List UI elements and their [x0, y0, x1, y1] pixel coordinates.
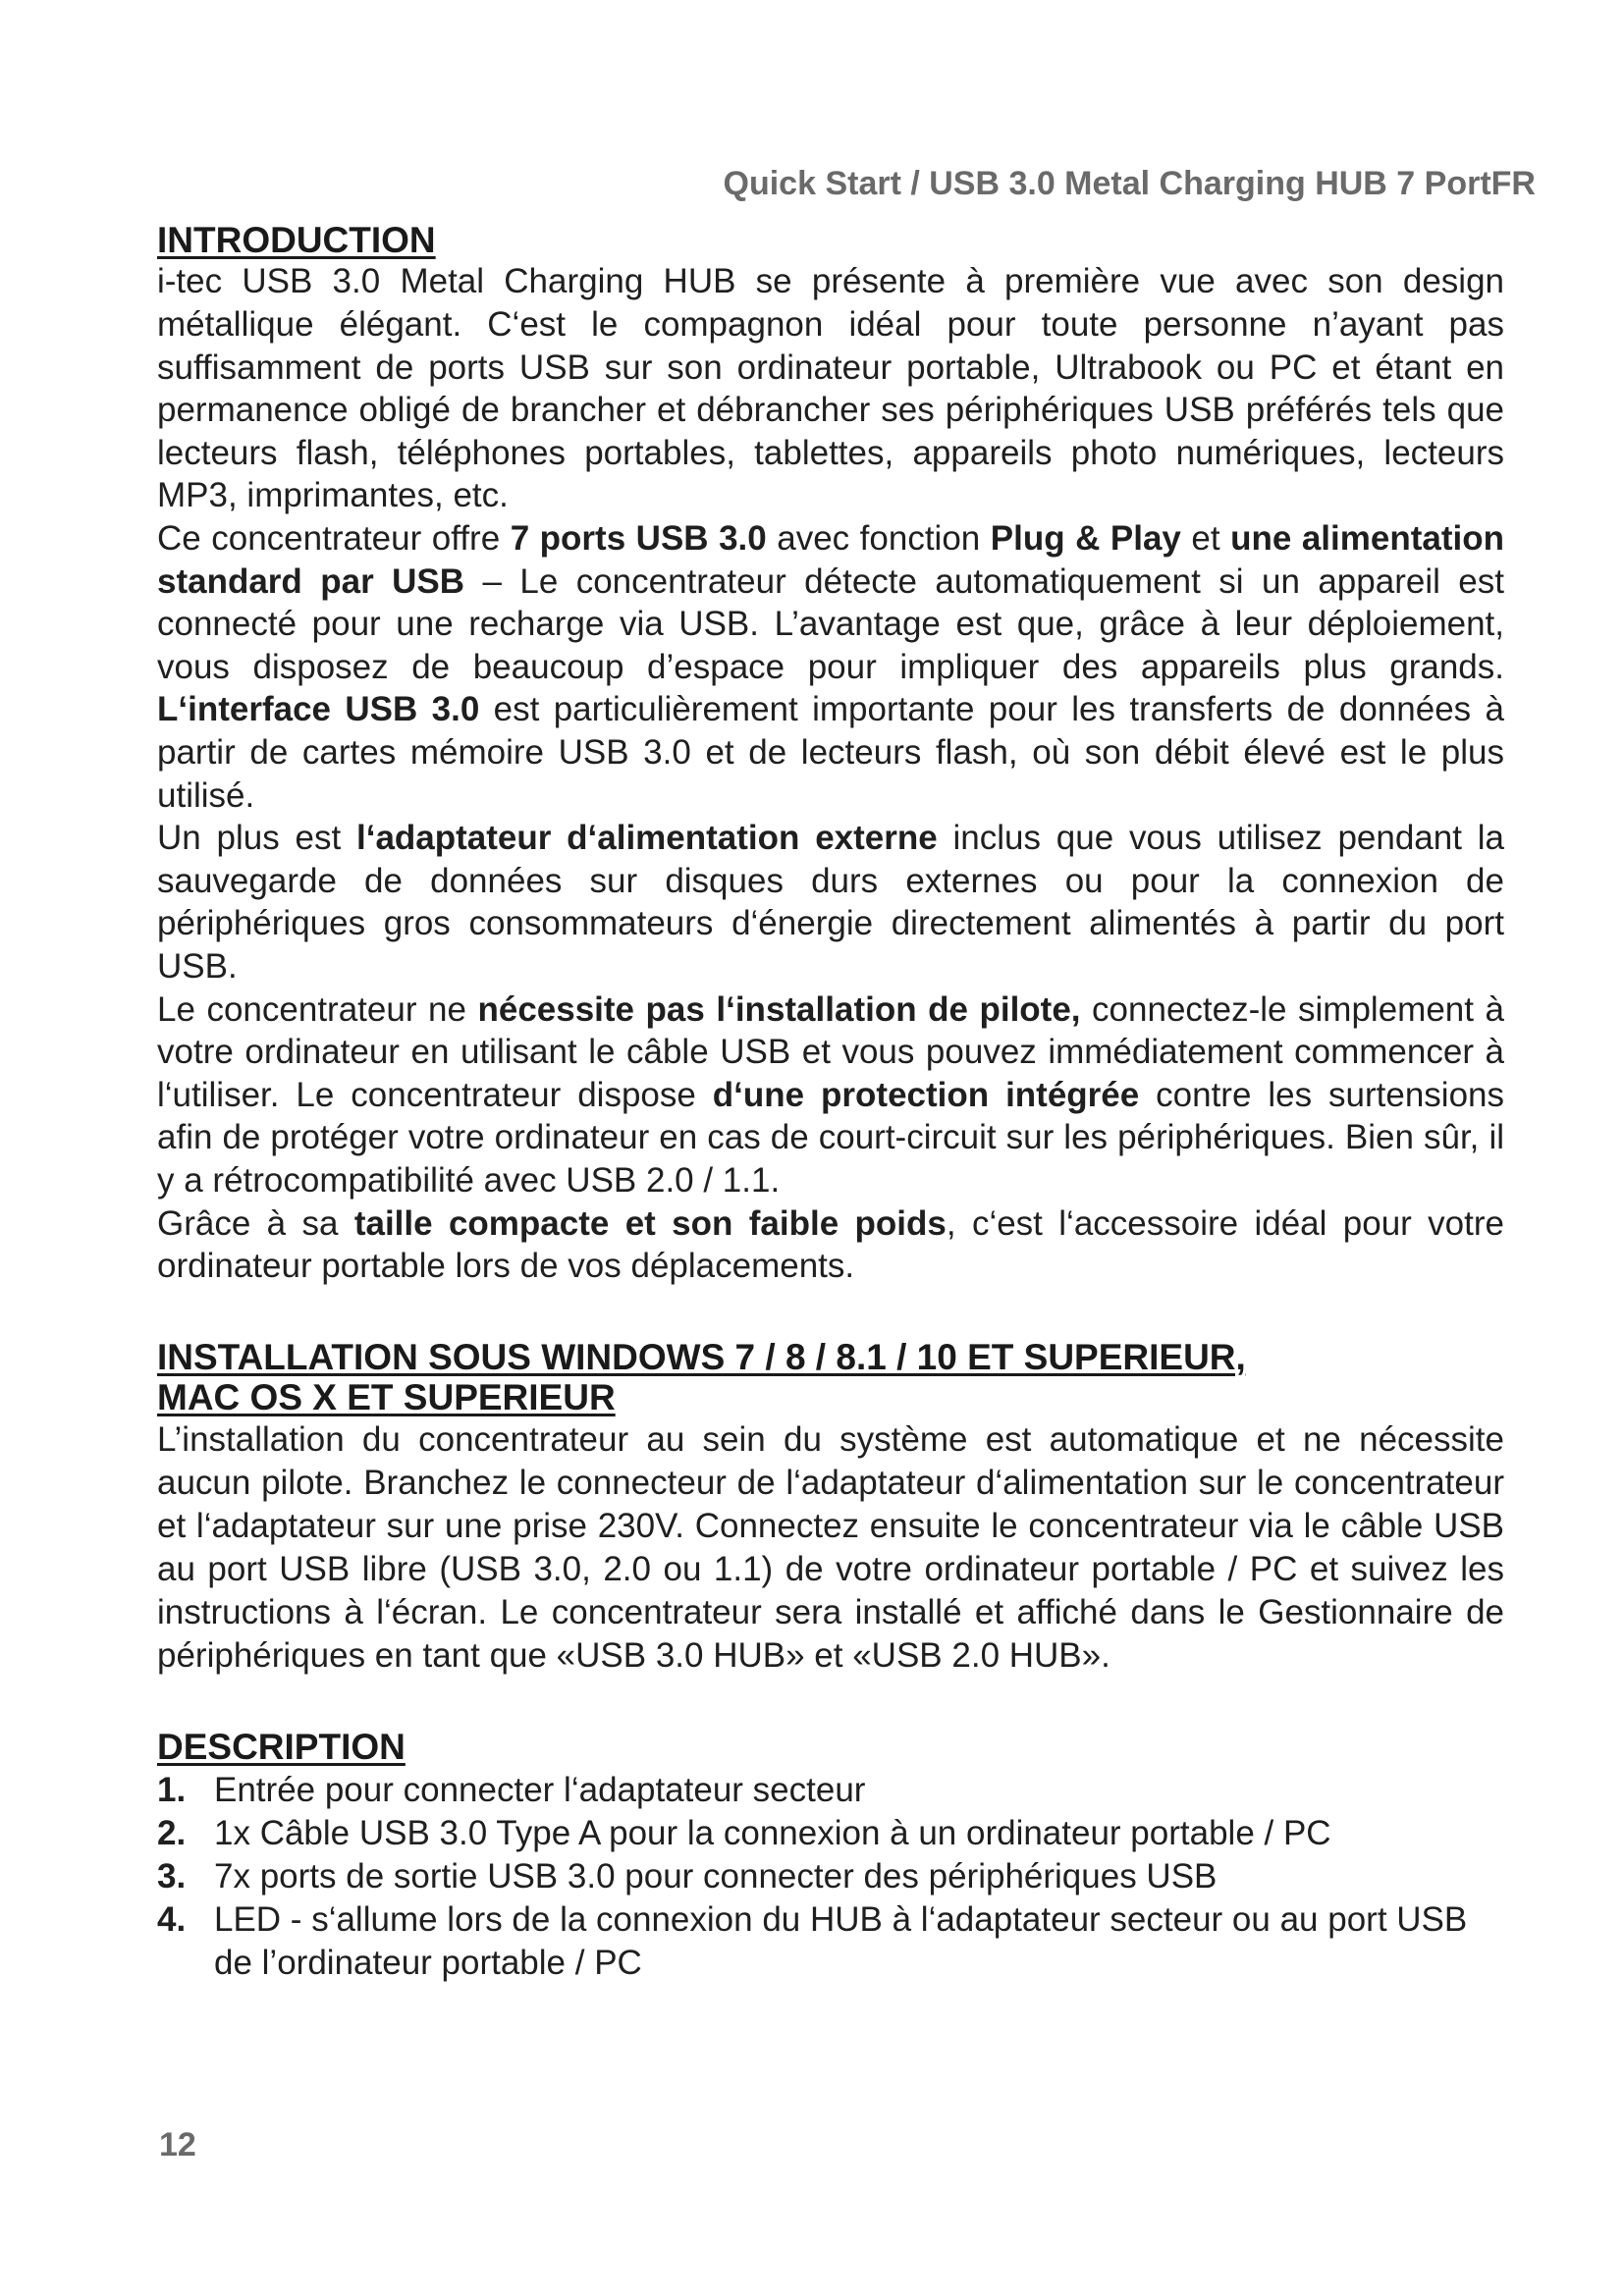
description-section: [157, 1727, 1504, 1985]
text-run: – Le concentrateur détecte automatiquement si un appareil est connecté pour une recharge via USB. L’avantage est que, grâce à leur déploiement, vous disposez de beaucoup d’espace pour impliquer des appareils plus grands.: [157, 561, 1504, 686]
description-list: [157, 1769, 1504, 1985]
text-run: Ce concentrateur offre: [157, 519, 511, 558]
installation-heading-line-1: INSTALLATION SOUS WINDOWS 7 / 8 / 8.1 / 10 ET SUPERIEUR,: [157, 1336, 1246, 1377]
bold-run: Plug & Play: [990, 519, 1181, 558]
installation-paragraph: L’installation du concentrateur au sein du système est automatique et ne nécessite aucun pilote. Branchez le connecteur de l‘adaptateur d‘alimentation sur le concentrateur et l‘adaptateur sur une prise 230V. Connectez ensuite le concentrateur via le câble USB au port USB libre (USB 3.0, 2.0 ou 1.1) de votre ordinateur portable / PC et suivez les instructions à l‘écran. Le concentrateur sera installé et affiché dans le Gestionnaire de périphériques en tant que «USB 3.0 HUB» et «USB 2.0 HUB».: [157, 1419, 1504, 1675]
installation-heading-line-2: MAC OS X ET SUPERIEUR: [157, 1377, 616, 1418]
text-run: contre les surtensions afin de protéger votre ordinateur en cas de court-circuit sur les périphériques. Bien sûr, il y a rétrocompatibilité avec USB 2.0 / 1.1.: [157, 1075, 1504, 1200]
list-item-text: 1x Câble USB 3.0 Type A pour la connexion à un ordinateur portable / PC: [214, 1814, 1331, 1852]
text-run: Le concentrateur ne: [157, 989, 478, 1029]
list-item-number: 2.: [157, 1814, 187, 1852]
intro-paragraph-2: [157, 517, 1504, 817]
bold-run: L‘interface USB 3.0: [157, 690, 480, 729]
intro-paragraph-1: i-tec USB 3.0 Metal Charging HUB se présente à première vue avec son design métallique élégant. C‘est le compagnon idéal pour toute personne n’ayant pas suffisamment de ports USB sur son ordinateur portable, Ultrabook ou PC et étant en permanence obligé de brancher et débrancher ses périphériques USB préférés tels que lecteurs flash, téléphones portables, tablettes, appareils photo numériques, lecteurs MP3, imprimantes, etc.: [157, 262, 1504, 515]
list-item: [157, 1769, 1504, 1812]
installation-section: [157, 1337, 1504, 1678]
description-heading: DESCRIPTION: [157, 1726, 406, 1767]
page-number: 12: [159, 2126, 196, 2163]
introduction-heading: INTRODUCTION: [157, 220, 436, 260]
text-run: , c‘est l‘accessoire idéal pour votre ordinateur portable lors de vos déplacements.: [157, 1203, 1504, 1286]
list-item-number: 1.: [157, 1771, 187, 1809]
list-item-number: 3.: [157, 1857, 187, 1896]
list-item: [157, 1855, 1504, 1898]
list-item: [157, 1812, 1504, 1855]
list-item-number: 4.: [157, 1900, 187, 1939]
bold-run: d‘une protection intégrée: [712, 1075, 1140, 1114]
bold-run: nécessite pas l‘installation de pilote,: [477, 989, 1081, 1029]
text-run: Grâce à sa: [157, 1203, 354, 1243]
intro-paragraph-5: [157, 1202, 1504, 1288]
text-run: est particulièrement importante pour les transferts de données à partir de cartes mémoire USB 3.0 et de lecteurs flash, où son débit élevé est le plus utilisé.: [157, 690, 1505, 815]
bold-run: l‘adaptateur d‘alimentation externe: [356, 819, 938, 858]
intro-paragraph-3: [157, 817, 1504, 988]
list-item-text: LED - s‘allume lors de la connexion du HUB à l‘adaptateur secteur ou au port USB de l’ordinateur portable / PC: [214, 1900, 1468, 1982]
list-item: [157, 1898, 1504, 1985]
text-run: et: [1180, 519, 1231, 558]
installation-heading: [157, 1337, 1504, 1418]
bold-run: une alimentation standard par USB: [157, 519, 1504, 601]
intro-paragraph-4: [157, 988, 1504, 1202]
bold-run: taille compacte et son faible poids: [353, 1203, 947, 1243]
text-run: avec fonction: [766, 519, 991, 558]
bold-run: 7 ports USB 3.0: [510, 519, 767, 558]
running-header: Quick Start / USB 3.0 Metal Charging HUB 7 PortFR: [723, 165, 1536, 202]
text-run: connectez-le simplement à votre ordinateur en utilisant le câble USB et vous pouvez immédiatement commencer à l‘utiliser. Le concentrateur dispose: [157, 989, 1504, 1114]
list-item-text: Entrée pour connecter l‘adaptateur secteur: [214, 1771, 866, 1809]
introduction-section: [157, 220, 1504, 1288]
text-run: inclus que vous utilisez pendant la sauvegarde de données sur disques durs externes ou pour la connexion de périphériques gros consommateurs d‘énergie directement alimentés à partir du port USB.: [157, 819, 1504, 986]
text-run: Un plus est: [157, 819, 356, 858]
page-content: [157, 220, 1504, 2034]
list-item-text: 7x ports de sortie USB 3.0 pour connecter des périphériques USB: [214, 1857, 1218, 1896]
